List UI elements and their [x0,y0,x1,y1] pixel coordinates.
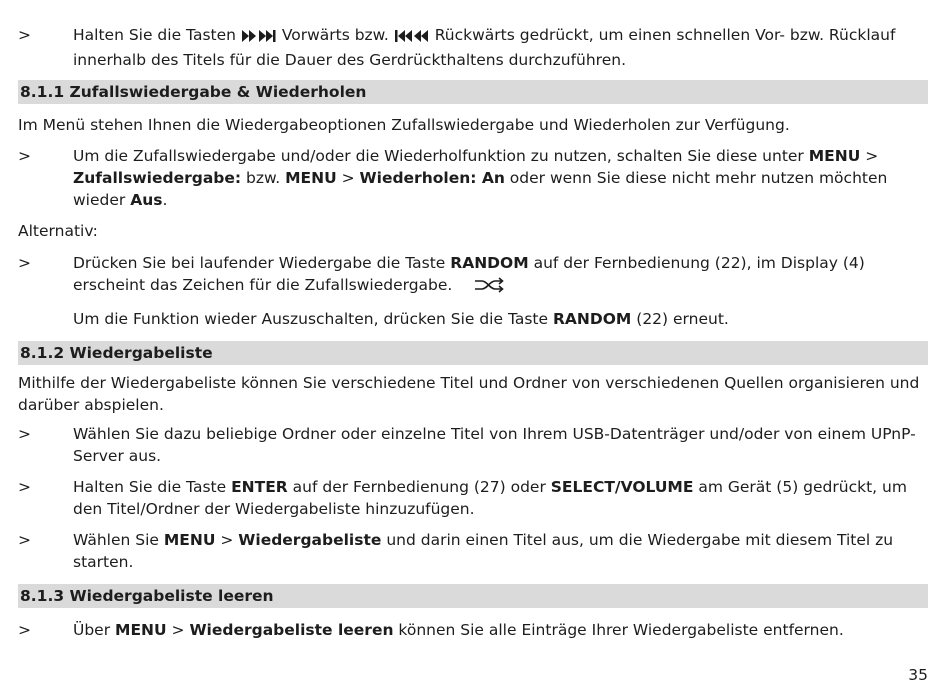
alternative-label: Alternativ: [18,222,98,240]
text: > [166,621,190,639]
text: > [336,169,360,187]
section-heading-8-1-1: 8.1.1 Zufallswiedergabe & Wiederholen [18,80,928,104]
enter-key-bullet [18,476,928,520]
text: (22) erneut. [631,310,729,328]
text: bzw. [241,169,286,187]
text: auf der Fernbedienung (27) oder [287,478,551,496]
bullet-marker: > [18,425,31,443]
text: können Sie alle Einträge Ihrer Wiedergabeliste entfernen. [393,621,844,639]
random-off-note [18,308,928,330]
select-folders-bullet [18,423,928,467]
clear-playlist-keyword: Wiedergabeliste leeren [189,621,394,639]
intro-text-1: Halten Sie die Tasten [73,26,241,44]
text: auf der Fernbedienung (22), im Display (4) erscheint das Zeichen für die Zufallswiedergabe. [73,254,865,294]
text: . [162,191,168,209]
fast-forward-skip-icon [241,27,277,49]
bullet-marker: > [18,254,31,272]
text: > [860,147,879,165]
menu-keyword: MENU [285,169,337,187]
select-volume-keyword: SELECT/VOLUME [550,478,694,496]
shuffle-keyword: Zufallswiedergabe: [73,169,242,187]
bullet-marker: > [18,26,31,44]
menu-keyword: MENU [808,147,861,165]
playlist-intro: Mithilfe der Wiedergabeliste können Sie verschiedene Titel und Ordner von verschiedenen Quellen organisieren und darüber abspielen. [18,374,920,414]
text: > [215,531,239,549]
bullet-marker: > [18,147,31,165]
off-keyword: Aus [130,191,163,209]
bullet-marker: > [18,531,31,549]
text: Wählen Sie dazu beliebige Ordner oder einzelne Titel von Ihrem USB-Datenträger und/oder von einem UPnP-Server aus. [73,425,916,465]
bullet-marker: > [18,478,31,496]
random-keyword: RANDOM [450,254,529,272]
bullet-marker: > [18,621,31,639]
playlist-keyword: Wiedergabeliste [238,531,382,549]
shuffle-repeat-bullet [18,145,928,211]
repeat-keyword: Wiederholen: An [359,169,505,187]
page-number: 35 [908,666,928,684]
intro-bullet [18,24,928,68]
intro-text-3: Rückwärts gedrückt, um einen schnellen Vor- bzw. Rücklauf innerhalb des Titels für die Dauer des Gerdrückthaltens durchzuführen. [73,26,896,69]
menu-playlist-bullet [18,529,928,573]
text: oder wenn Sie diese nicht mehr nutzen möchten wieder [73,169,888,209]
text: Halten Sie die Taste [73,478,232,496]
text: Über [73,621,116,639]
clear-playlist-bullet [18,619,928,641]
random-key-bullet [18,252,928,299]
text: Wählen Sie [73,531,164,549]
skip-back-rewind-icon [394,27,430,49]
intro-text-2: Vorwärts bzw. [276,26,394,44]
text: Um die Funktion wieder Auszuschalten, drücken Sie die Taste [73,310,553,328]
random-keyword: RANDOM [552,310,632,328]
section-heading-8-1-2: 8.1.2 Wiedergabeliste [18,341,928,365]
text: Um die Zufallswiedergabe und/oder die Wiederholfunktion zu nutzen, schalten Sie diese unter [73,147,809,165]
text: und darin einen Titel aus, um die Wiedergabe mit diesem Titel zu starten. [73,531,894,571]
text: Drücken Sie bei laufender Wiedergabe die Taste [73,254,451,272]
menu-keyword: MENU [163,531,216,549]
shuffle-repeat-intro: Im Menü stehen Ihnen die Wiedergabeoptionen Zufallswiedergabe und Wiederholen zur Verfügung. [18,116,790,134]
enter-keyword: ENTER [231,478,288,496]
menu-keyword: MENU [115,621,167,639]
section-heading-8-1-3: 8.1.3 Wiedergabeliste leeren [18,584,928,608]
text: am Gerät (5) gedrückt, um den Titel/Ordner der Wiedergabeliste hinzuzufügen. [73,478,907,518]
shuffle-icon [473,277,507,299]
manual-page [18,24,928,641]
